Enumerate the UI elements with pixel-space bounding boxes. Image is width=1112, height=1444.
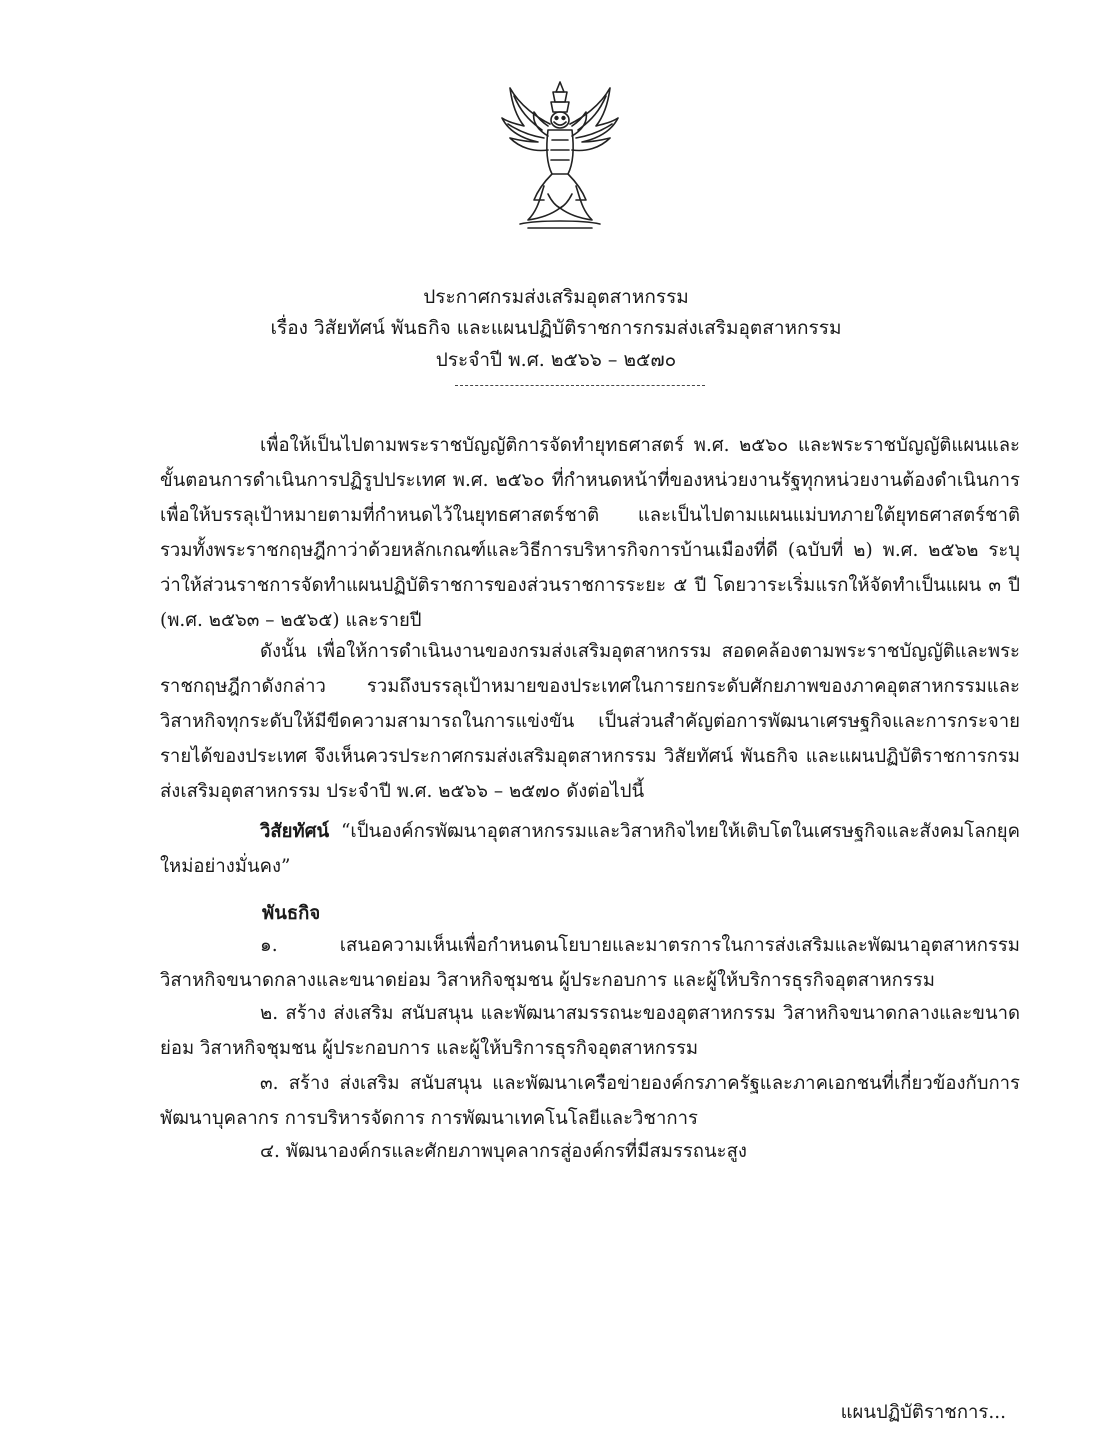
mission-item-4: ๔. พัฒนาองค์กรและศักยภาพบุคลากรสู่องค์กรที่มีสมรรถนะสูง	[260, 1141, 747, 1162]
announcement-issuer: ประกาศกรมส่งเสริมอุตสาหกรรม	[423, 286, 689, 308]
vision-text: “เป็นองค์กรพัฒนาอุตสาหกรรมและวิสาหกิจไทยให้เติบโตในเศรษฐกิจและสังคมโลกยุคใหม่อย่างมั่นคง”	[160, 821, 1020, 877]
mission-item-3: ๓. สร้าง ส่งเสริม สนับสนุน และพัฒนาเครือข่ายองค์กรภาครัฐและภาคเอกชนที่เกี่ยวข้องกับการพัฒนาบุคลากร การบริหารจัดการ การพัฒนาเทคโนโลยีและวิชาการ	[160, 1073, 1020, 1129]
header-divider	[455, 385, 705, 386]
announcement-period: ประจำปี พ.ศ. ๒๕๖๖ – ๒๕๗๐	[435, 349, 677, 371]
mission-heading: พันธกิจ	[262, 903, 321, 924]
mission-item-2: ๒. สร้าง ส่งเสริม สนับสนุน และพัฒนาสมรรถนะของอุตสาหกรรม วิสาหกิจขนาดกลางและขนาดย่อม วิสาหกิจชุมชน ผู้ประกอบการ และผู้ให้บริการธุรกิจอุตสาหกรรม	[160, 1003, 1020, 1059]
page-continuation: แผนปฏิบัติราชการ...	[840, 1402, 1006, 1423]
paragraph-legal-basis: เพื่อให้เป็นไปตามพระราชบัญญัติการจัดทำยุทธศาสตร์ พ.ศ. ๒๕๖๐ และพระราชบัญญัติแผนและขั้นตอนการดำเนินการปฏิรูปประเทศ พ.ศ. ๒๕๖๐ ที่กำหนดหน้าที่ของหน่วยงานรัฐทุกหน่วยงานต้องดำเนินการเพื่อให้บรรลุเป้าหมายตามที่กำหนดไว้ในยุทธศาสตร์ชาติ และเป็นไปตามแผนแม่บทภายใต้ยุทธศาสตร์ชาติ รวมทั้งพระราชกฤษฎีกาว่าด้วยหลักเกณฑ์และวิธีการบริหารกิจการบ้านเมืองที่ดี (ฉบับที่ ๒) พ.ศ. ๒๕๖๒ ระบุว่าให้ส่วนราชการจัดทำแผนปฏิบัติราชการของส่วนราชการระยะ ๕ ปี โดยวาระเริ่มแรกให้จัดทำเป็นแผน ๓ ปี (พ.ศ. ๒๕๖๓ – ๒๕๖๕) และรายปี	[160, 435, 1020, 631]
paragraph-purpose: ดังนั้น เพื่อให้การดำเนินงานของกรมส่งเสริมอุตสาหกรรม สอดคล้องตามพระราชบัญญัติและพระราชกฤษฎีกาดังกล่าว รวมถึงบรรลุเป้าหมายของประเทศในการยกระดับศักยภาพของภาคอุตสาหกรรมและวิสาหกิจทุกระดับให้มีขีดความสามารถในการแข่งขัน เป็นส่วนสำคัญต่อการพัฒนาเศรษฐกิจและการกระจายรายได้ของประเทศ จึงเห็นควรประกาศกรมส่งเสริมอุตสาหกรรม วิสัยทัศน์ พันธกิจ และแผนปฏิบัติราชการกรมส่งเสริมอุตสาหกรรม ประจำปี พ.ศ. ๒๕๖๖ – ๒๕๗๐ ดังต่อไปนี้	[160, 641, 1020, 802]
mission-item-1: ๑. เสนอความเห็นเพื่อกำหนดนโยบายและมาตรการในการส่งเสริมและพัฒนาอุตสาหกรรม วิสาหกิจขนาดกลางและขนาดย่อม วิสาหกิจชุมชน ผู้ประกอบการ และผู้ให้บริการธุรกิจอุตสาหกรรม	[160, 935, 1020, 991]
announcement-subject: เรื่อง วิสัยทัศน์ พันธกิจ และแผนปฏิบัติราชการกรมส่งเสริมอุตสาหกรรม	[270, 317, 842, 339]
paragraph-vision	[160, 814, 1020, 884]
vision-label: วิสัยทัศน์	[260, 821, 330, 842]
garuda-emblem-icon	[498, 78, 622, 230]
